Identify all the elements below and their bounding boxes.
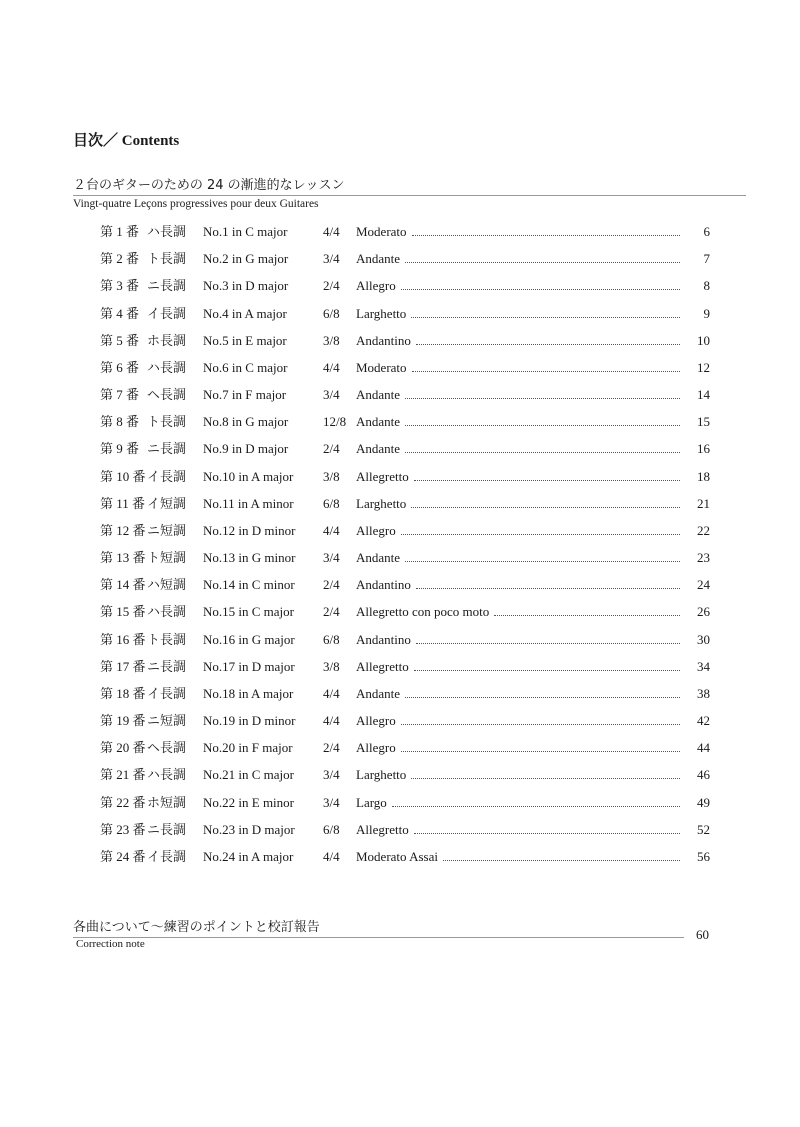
lesson-time-signature: 3/4 [323,794,340,810]
lesson-title: No.7 in F major [203,387,287,403]
lesson-number: 第 12 番 [100,522,146,538]
lesson-time-signature: 2/4 [323,441,340,457]
lesson-tempo-group [356,522,680,540]
lesson-tempo: Larghetto [356,766,409,784]
lesson-title: No.6 in C major [203,359,288,375]
dot-leader [414,822,680,834]
lesson-tempo: Allegro [356,739,399,757]
lesson-time-signature: 4/4 [323,848,340,864]
lesson-key: ホ長調 [147,332,187,348]
lesson-tempo-group [356,603,680,621]
lesson-number: 第 4 番 [100,305,140,321]
lesson-tempo: Allegretto [356,468,412,486]
lesson-title: No.2 in G major [203,251,289,267]
lesson-page-number: 30 [697,631,710,647]
lesson-key: ホ短調 [147,794,187,810]
lesson-page-number: 23 [697,550,710,566]
lesson-number: 第 6 番 [100,359,140,375]
lesson-number: 第 17 番 [100,658,146,674]
lesson-title: No.5 in E major [203,332,287,348]
lesson-page-number: 8 [703,278,710,294]
lesson-page-number: 16 [697,441,710,457]
lesson-key: ト長調 [147,414,187,430]
lesson-page-number: 49 [697,794,710,810]
lesson-time-signature: 3/4 [323,767,340,783]
toc-row[interactable] [100,848,712,875]
dot-leader [443,849,680,861]
lesson-time-signature: 2/4 [323,577,340,593]
lesson-tempo: Larghetto [356,305,409,323]
lesson-time-signature: 2/4 [323,278,340,294]
lesson-tempo-group [356,223,680,241]
lesson-title: No.21 in C major [203,767,294,783]
toc-row[interactable] [100,305,712,332]
lesson-key: イ長調 [147,685,187,701]
toc-row[interactable] [100,712,712,739]
lesson-key: ヘ長調 [147,740,187,756]
lesson-tempo: Andante [356,440,403,458]
lesson-tempo: Andante [356,549,403,567]
lesson-number: 第 24 番 [100,848,146,864]
lesson-time-signature: 4/4 [323,522,340,538]
lesson-title: No.22 in E minor [203,794,294,810]
section-heading-en: Vingt-quatre Leçons progressives pour deux Guitares [73,198,319,210]
lesson-title: No.4 in A major [203,305,287,321]
lesson-tempo: Moderato Assai [356,848,441,866]
lesson-tempo-group [356,332,680,350]
toc-row[interactable] [100,440,712,467]
lesson-tempo-group [356,631,680,649]
lesson-key: ニ短調 [147,713,187,729]
lesson-page-number: 46 [697,767,710,783]
lesson-tempo-group [356,277,680,295]
lesson-tempo: Andantino [356,332,414,350]
lesson-key: ト長調 [147,251,187,267]
lesson-page-number: 22 [697,522,710,538]
toc-row[interactable] [100,766,712,793]
lesson-tempo: Allegretto [356,658,412,676]
lesson-page-number: 21 [697,495,710,511]
lesson-key: ニ長調 [147,658,187,674]
lesson-tempo-group [356,794,680,812]
toc-row[interactable] [100,821,712,848]
lesson-key: ハ短調 [147,577,187,593]
lesson-tempo-group [356,359,680,377]
toc-row[interactable] [100,576,712,603]
dot-leader [416,577,680,589]
lesson-number: 第 11 番 [100,495,146,511]
dot-leader [405,550,680,562]
lesson-tempo: Larghetto [356,495,409,513]
lesson-title: No.10 in A major [203,468,294,484]
lesson-page-number: 10 [697,332,710,348]
lesson-time-signature: 4/4 [323,224,340,239]
lesson-page-number: 24 [697,577,710,593]
section-heading-jp: ２台のギターのための 24 の漸進的なレッスン [73,178,746,196]
lesson-title: No.9 in D major [203,441,289,457]
lesson-page-number: 15 [697,414,710,430]
lesson-tempo: Allegretto [356,821,412,839]
page-title: 目次／ Contents [73,133,180,149]
lesson-title: No.3 in D major [203,278,289,294]
dot-leader [411,496,680,508]
lesson-tempo: Largo [356,794,390,812]
lesson-tempo-group [356,576,680,594]
toc-row[interactable] [100,223,712,250]
lesson-page-number: 18 [697,468,710,484]
lesson-tempo: Allegro [356,522,399,540]
lesson-number: 第 21 番 [100,767,146,783]
lesson-time-signature: 3/4 [323,550,340,566]
lesson-page-number: 6 [703,224,710,239]
lesson-key: ハ長調 [147,224,187,239]
lesson-time-signature: 3/4 [323,251,340,267]
lesson-time-signature: 3/8 [323,468,340,484]
lesson-number: 第 9 番 [100,441,140,457]
section-heading-notes-jp: 各曲について～練習のポイントと校訂報告 [73,920,684,938]
lesson-number: 第 13 番 [100,550,146,566]
dot-leader [401,523,680,535]
lesson-time-signature: 2/4 [323,740,340,756]
lesson-key: イ長調 [147,848,187,864]
lesson-key: ヘ長調 [147,387,187,403]
lesson-tempo-group [356,766,680,784]
lesson-tempo: Andante [356,250,403,268]
lesson-title: No.12 in D minor [203,522,296,538]
lesson-tempo: Allegro [356,712,399,730]
dot-leader [405,251,680,263]
lesson-tempo-group [356,413,680,431]
lesson-key: ニ短調 [147,522,187,538]
lesson-number: 第 19 番 [100,713,146,729]
lesson-title: No.8 in G major [203,414,289,430]
lesson-key: イ長調 [147,468,187,484]
lesson-title: No.11 in A minor [203,495,294,511]
lesson-time-signature: 3/8 [323,658,340,674]
lesson-tempo: Moderato [356,359,410,377]
lesson-tempo-group [356,495,680,513]
lesson-page-number: 12 [697,359,710,375]
dot-leader [411,767,680,779]
dot-leader [416,333,680,345]
dot-leader [416,632,680,644]
lesson-number: 第 5 番 [100,332,140,348]
lesson-page-number: 44 [697,740,710,756]
lesson-title: No.13 in G minor [203,550,296,566]
lesson-number: 第 20 番 [100,740,146,756]
lesson-number: 第 7 番 [100,387,140,403]
lesson-number: 第 22 番 [100,794,146,810]
lesson-title: No.19 in D minor [203,713,296,729]
lesson-title: No.17 in D major [203,658,295,674]
lesson-tempo-group [356,468,680,486]
lesson-time-signature: 6/8 [323,631,340,647]
lesson-tempo-group [356,739,680,757]
dot-leader [405,686,680,698]
lesson-number: 第 10 番 [100,468,146,484]
toc-row[interactable] [100,549,712,576]
lesson-key: ニ長調 [147,278,187,294]
lesson-number: 第 2 番 [100,251,140,267]
lesson-key: イ短調 [147,495,187,511]
section-heading-lessons [73,178,746,210]
dot-leader [494,604,680,616]
dot-leader [412,224,680,236]
lesson-time-signature: 3/4 [323,387,340,403]
lesson-time-signature: 4/4 [323,713,340,729]
toc-row[interactable] [100,603,712,630]
dot-leader [405,441,680,453]
lesson-page-number: 56 [697,848,710,864]
toc-row[interactable] [100,413,712,440]
lesson-title: No.18 in A major [203,685,294,701]
lesson-tempo-group [356,440,680,458]
lesson-tempo-group [356,712,680,730]
lesson-key: ニ長調 [147,821,187,837]
toc-row[interactable] [100,794,712,821]
dot-leader [405,414,680,426]
lesson-time-signature: 6/8 [323,821,340,837]
lesson-title: No.15 in C major [203,604,294,620]
lesson-title: No.20 in F major [203,740,293,756]
toc-row[interactable] [100,359,712,386]
lesson-tempo: Andante [356,413,403,431]
toc-row[interactable] [100,495,712,522]
toc-row[interactable] [100,739,712,766]
lesson-key: ト長調 [147,631,187,647]
lesson-page-number: 7 [703,251,710,267]
lesson-key: ハ長調 [147,604,187,620]
section-notes-page: 60 [696,927,709,942]
dot-leader [411,306,680,318]
lesson-number: 第 8 番 [100,414,140,430]
toc-row[interactable] [100,277,712,304]
toc-row[interactable] [100,332,712,359]
lesson-title: No.1 in C major [203,224,288,239]
lesson-page-number: 42 [697,713,710,729]
lesson-key: ハ長調 [147,767,187,783]
lesson-number: 第 16 番 [100,631,146,647]
lesson-tempo-group [356,848,680,866]
lesson-time-signature: 4/4 [323,359,340,375]
lesson-tempo-group [356,305,680,323]
lesson-tempo: Andante [356,685,403,703]
toc-row[interactable] [100,685,712,712]
lesson-title: No.14 in C minor [203,577,295,593]
lesson-number: 第 15 番 [100,604,146,620]
toc-row[interactable] [100,250,712,277]
lesson-time-signature: 3/8 [323,332,340,348]
section-heading-notes-en: Correction note [76,938,145,950]
lesson-tempo: Andante [356,386,403,404]
lesson-page-number: 9 [703,305,710,321]
lesson-number: 第 3 番 [100,278,140,294]
dot-leader [414,469,680,481]
lesson-page-number: 52 [697,821,710,837]
lesson-tempo: Andantino [356,576,414,594]
dot-leader [401,713,680,725]
lesson-tempo-group [356,658,680,676]
lesson-time-signature: 6/8 [323,495,340,511]
lesson-number: 第 23 番 [100,821,146,837]
lesson-page-number: 26 [697,604,710,620]
lesson-tempo-group [356,549,680,567]
lesson-title: No.23 in D major [203,821,295,837]
dot-leader [401,740,680,752]
lesson-tempo-group [356,250,680,268]
lesson-page-number: 14 [697,387,710,403]
toc-row[interactable] [100,631,712,658]
lesson-key: ニ長調 [147,441,187,457]
lesson-number: 第 1 番 [100,224,140,239]
lesson-tempo-group [356,386,680,404]
lesson-time-signature: 4/4 [323,685,340,701]
lesson-tempo: Allegro [356,277,399,295]
toc-row[interactable] [100,386,712,413]
toc-row[interactable] [100,658,712,685]
lesson-page-number: 38 [697,685,710,701]
lesson-tempo: Allegretto con poco moto [356,603,492,621]
dot-leader [414,659,680,671]
lesson-tempo-group [356,685,680,703]
lesson-key: イ長調 [147,305,187,321]
lesson-time-signature: 12/8 [323,414,347,430]
lesson-time-signature: 6/8 [323,305,340,321]
lesson-title: No.16 in G major [203,631,295,647]
lesson-number: 第 14 番 [100,577,146,593]
toc-row[interactable] [100,468,712,495]
dot-leader [405,387,680,399]
lesson-page-number: 34 [697,658,710,674]
dot-leader [401,278,680,290]
lesson-title: No.24 in A major [203,848,294,864]
lesson-key: ト短調 [147,550,187,566]
lesson-time-signature: 2/4 [323,604,340,620]
lesson-tempo-group [356,821,680,839]
lesson-number: 第 18 番 [100,685,146,701]
dot-leader [392,795,680,807]
lesson-tempo: Andantino [356,631,414,649]
toc-row[interactable] [100,522,712,549]
dot-leader [412,360,680,372]
lesson-tempo: Moderato [356,223,410,241]
lesson-key: ハ長調 [147,359,187,375]
